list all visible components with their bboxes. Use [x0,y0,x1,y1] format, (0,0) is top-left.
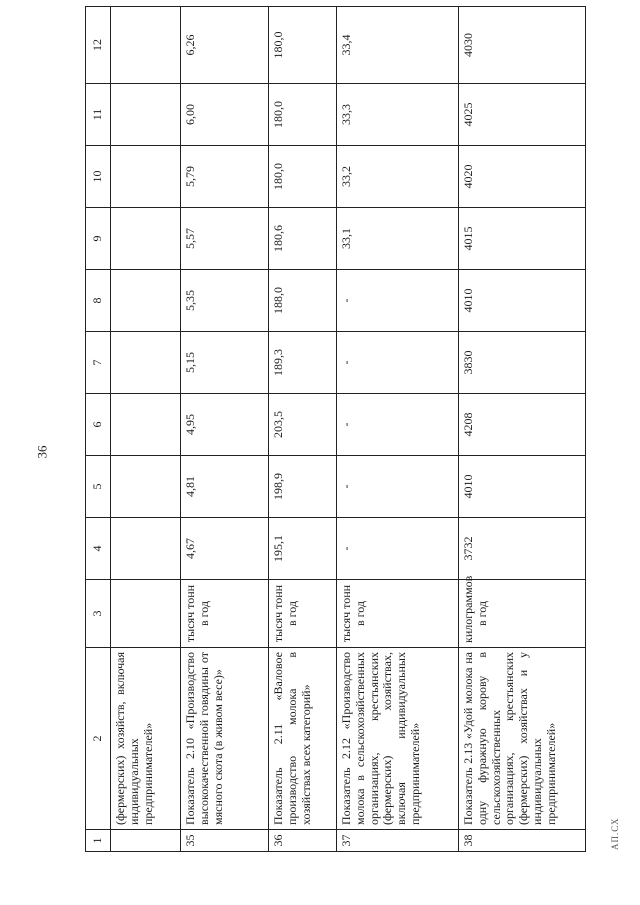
value-cell: 180,0 [269,146,337,208]
row-number: 35 [181,830,269,852]
value-cell: 4030 [459,7,586,84]
value-cell: 5,15 [181,332,269,394]
value-cell: 5,57 [181,208,269,270]
value-cell [111,270,181,332]
unit-cell: тысяч тонн в год [337,580,459,648]
value-cell [111,208,181,270]
value-cell: 4010 [459,456,586,518]
header-row [86,7,111,852]
value-cell: 5,35 [181,270,269,332]
column-header: 2 [86,648,111,830]
column-header: 8 [86,270,111,332]
row-number: 38 [459,830,586,852]
value-cell: 195,1 [269,518,337,580]
page-number: 36 [34,445,50,459]
value-cell: 180,0 [269,84,337,146]
column-header: 12 [86,7,111,84]
unit-cell: килограммов в год [459,580,586,648]
column-header: 7 [86,332,111,394]
unit-cell [111,580,181,648]
value-cell [111,518,181,580]
table-row [269,7,337,852]
indicator-cell: Показатель 2.13 «Удой молока на одну фуражную корову в сельскохозяйственных организациях, крестьянских (фермерских) хозяйствах и у индивидуальных предпринимателей» [459,648,586,830]
column-header: 11 [86,84,111,146]
indicator-cell: (фермерских) хозяйств, включая индивидуальных предпринимателей» [111,648,181,830]
value-cell: 4015 [459,208,586,270]
value-cell: 4010 [459,270,586,332]
indicator-cell: Показатель 2.11 «Валовое производство молока в хозяйствах всех категорий» [269,648,337,830]
value-cell: 5,79 [181,146,269,208]
column-header: 1 [86,830,111,852]
indicator-cell: Показатель 2.10 «Производство высококачественной говядины от мясного скота (в живом весе)» [181,648,269,830]
row-number: 37 [337,830,459,852]
value-cell: - [337,270,459,332]
value-cell: 198,9 [269,456,337,518]
indicator-cell: Показатель 2.12 «Производство молока в сельскохозяйственных организациях, крестьянских (фермерских) хозяйствах, включая индивидуальных предпринимателей» [337,648,459,830]
value-cell: - [337,456,459,518]
unit-cell: тысяч тонн в год [269,580,337,648]
value-cell: 3732 [459,518,586,580]
value-cell: 3830 [459,332,586,394]
value-cell [111,332,181,394]
value-cell: 188,0 [269,270,337,332]
indicators-table [85,6,586,852]
value-cell [111,456,181,518]
row-number [111,830,181,852]
value-cell: - [337,518,459,580]
table-container [85,31,580,852]
value-cell [111,7,181,84]
column-header: 9 [86,208,111,270]
value-cell: 33,1 [337,208,459,270]
table-row [459,7,586,852]
value-cell: 4020 [459,146,586,208]
value-cell: 6,26 [181,7,269,84]
value-cell: 33,2 [337,146,459,208]
value-cell: 4025 [459,84,586,146]
value-cell: 4,67 [181,518,269,580]
column-header: 4 [86,518,111,580]
value-cell: 33,4 [337,7,459,84]
footer-mark: АП.СХ [610,817,620,850]
table-row [337,7,459,852]
unit-cell: тысяч тонн в год [181,580,269,648]
table-row [181,7,269,852]
value-cell [111,394,181,456]
value-cell: 6,00 [181,84,269,146]
value-cell: 180,0 [269,7,337,84]
column-header: 10 [86,146,111,208]
column-header: 6 [86,394,111,456]
column-header: 3 [86,580,111,648]
value-cell: - [337,332,459,394]
value-cell: 189,3 [269,332,337,394]
value-cell: 203,5 [269,394,337,456]
table-row [111,7,181,852]
value-cell [111,84,181,146]
value-cell: 180,6 [269,208,337,270]
value-cell: - [337,394,459,456]
value-cell [111,146,181,208]
row-number: 36 [269,830,337,852]
value-cell: 4,81 [181,456,269,518]
value-cell: 33,3 [337,84,459,146]
column-header: 5 [86,456,111,518]
value-cell: 4208 [459,394,586,456]
value-cell: 4,95 [181,394,269,456]
